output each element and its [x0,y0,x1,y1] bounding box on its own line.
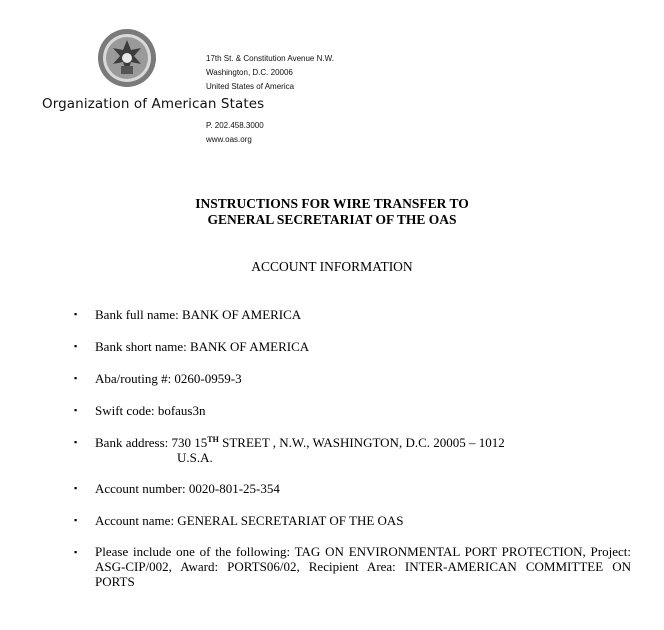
bullet-marker: ▪ [74,341,78,351]
website-link[interactable]: www.oas.org [206,135,252,144]
ordinal-suffix: TH [207,435,219,444]
oas-seal-logo [97,28,157,88]
bullet-marker: ▪ [74,309,78,319]
bank-address-line-2: U.S.A. [177,450,213,465]
bank-address [95,435,631,465]
bullet-marker: ▪ [74,405,78,415]
bank-address-text: Bank address: 730 15 [95,435,208,450]
aba-routing-number: Aba/routing #: 0260-0959-3 [95,371,242,386]
title-line-1: INSTRUCTIONS FOR WIRE TRANSFER TO [195,196,469,211]
bank-address-line-1 [95,435,631,450]
bullet-marker: ▪ [74,373,78,383]
address-line: Washington, D.C. 20006 [206,68,293,77]
bullet-marker: ▪ [74,547,78,557]
account-number: Account number: 0020-801-25-354 [95,481,280,496]
contact-block [206,119,264,147]
org-name: Organization of American States [42,96,265,112]
phone-number: P. 202.458.3000 [206,121,264,130]
include-instruction: Please include one of the following: TAG ON ENVIRONMENTAL PORT PROTECTION, Project: ASG-CIP/002, Award: PORTS06/02, Recipient Area: INTER-AMERICAN COMMITTEE ON PORTS [95,544,631,589]
swift-code: Swift code: bofaus3n [95,403,206,418]
bullet-marker: ▪ [74,437,78,447]
address-line: 17th St. & Constitution Avenue N.W. [206,54,334,63]
bullet-marker: ▪ [74,483,78,493]
bank-short-name: Bank short name: BANK OF AMERICA [95,339,310,354]
bank-full-name: Bank full name: BANK OF AMERICA [95,307,302,322]
address-block [206,52,334,94]
bullet-marker: ▪ [74,515,78,525]
account-name: Account name: GENERAL SECRETARIAT OF THE OAS [95,513,404,528]
bank-address-text-cont: STREET , N.W., WASHINGTON, D.C. 20005 – 1012 [218,435,505,450]
title-line-2: GENERAL SECRETARIAT OF THE OAS [207,212,457,227]
document-title [0,196,664,228]
section-heading: ACCOUNT INFORMATION [251,259,413,274]
address-line: United States of America [206,82,295,91]
